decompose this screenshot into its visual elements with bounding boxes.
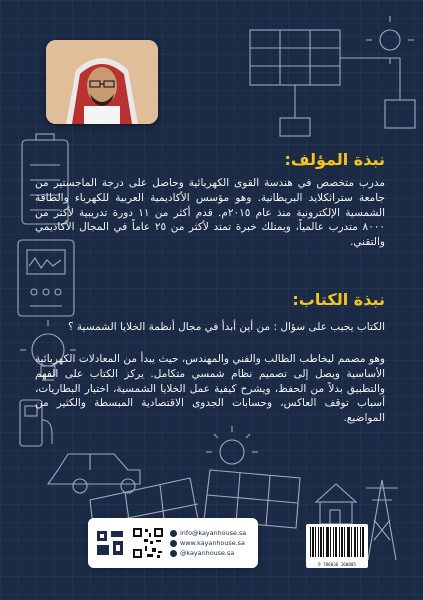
social-row[interactable] [170,549,246,557]
solar-schematic-icon [250,16,415,136]
social-text[interactable]: @kayanhouse.sa [180,549,235,557]
publisher-box [88,518,258,568]
author-bio: مدرب متخصص في هندسة القوى الكهربائية وحاصل على درجة الماجستير من جامعة ستراثكلايد البريطانية. وهو مؤسس الأكاديمية العربية للكهرباء والطاقة الشمسية الإلكترونية منذ عام ٢٠١٥م. قدم أكثر من ١١ دورة تدريبية لأكثر من ٨٠٠٠ متدرب عالمياً، ويمتلك خبرة تمتد لأكثر من ٢٥ عاماً في المجال الأكاديمي والتقني. [35,177,386,249]
book-description: وهو مصمم ليخاطب الطالب والفني والمهندس، حيث يبدأ من المعادلات الكهربائية الأساسية ويصل إلى تصميم نظام شمسي متكامل. يركز الكتاب على الفهم والتطبيق بدلاً من الحفظ، ويشرح كيفية عمل الخلايا الشمسية، اختيار البطاريات، أسباب توقف العاكس، وحسابات الجدوى الاقتصادية المبسطة والكثير من المواضيع. [35,353,385,425]
email-row[interactable] [170,529,246,537]
website-text[interactable]: www.kayanhouse.sa [180,539,245,547]
isbn-barcode [306,524,368,568]
author-photo [46,40,158,124]
inverter-icon [18,240,74,316]
email-text[interactable]: info@kayanhouse.sa [180,529,247,537]
email-icon [170,530,177,537]
book-section-title: نبذة الكتاب: [292,290,385,309]
globe-icon [170,540,177,547]
website-row[interactable] [170,539,246,547]
power-pylon-icon [366,480,398,560]
social-media-icon [170,550,177,557]
author-section-title: نبذة المؤلف: [284,150,385,169]
publisher-logo-icon [94,527,126,559]
book-question: الكتاب يجيب على سؤال : من أين أبدأ في مجال أنظمة الخلايا الشمسية ؟ [68,321,385,333]
sun-icon [206,426,258,464]
isbn-number: 9 786036 160005 [318,562,356,567]
publisher-contacts [170,529,246,557]
qr-code-icon[interactable] [132,527,164,559]
electric-car-icon [48,454,140,493]
barcode-bars-icon [306,524,368,560]
house-icon [316,484,356,524]
